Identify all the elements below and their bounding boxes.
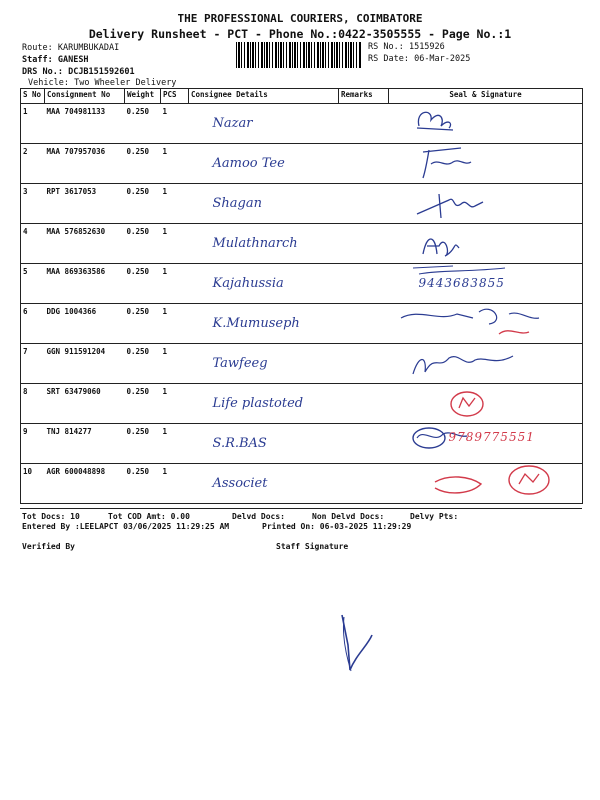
cell-weight: 0.250: [125, 144, 161, 184]
consignee-handwriting: Life plastoted: [212, 396, 304, 411]
cell-consignee: [189, 264, 339, 304]
signature-mark: [409, 184, 599, 222]
cell-signature: [389, 184, 583, 224]
cell-consignment: DDG 1004366: [45, 304, 125, 344]
vehicle-value: Two Wheeler Delivery: [74, 78, 177, 88]
consignee-handwriting: Shagan: [212, 196, 262, 211]
cell-consignment: AGR 600048898: [45, 464, 125, 504]
cell-pcs: 1: [161, 264, 189, 304]
cell-sno: 3: [21, 184, 45, 224]
cell-weight: 0.250: [125, 184, 161, 224]
table-row: [21, 384, 583, 424]
cell-consignment: SRT 63479060: [45, 384, 125, 424]
cell-sno: 9: [21, 424, 45, 464]
staff-value: GANESH: [57, 55, 89, 65]
tot-cod: Tot COD Amt: 0.00: [108, 512, 190, 521]
table-row: [21, 144, 583, 184]
signature-note: 9443683855: [418, 276, 505, 290]
consignee-handwriting: Tawfeeg: [212, 356, 268, 371]
cell-signature: [389, 424, 583, 464]
cell-pcs: 1: [161, 144, 189, 184]
route-label: Route:: [22, 43, 53, 53]
footer-divider: [20, 508, 582, 509]
cell-pcs: 1: [161, 344, 189, 384]
printed-on: Printed On: 06-03-2025 11:29:29: [262, 522, 412, 531]
runsheet-subtitle: Delivery Runsheet - PCT - Phone No.:0422-3505555 - Page No.:1: [88, 27, 512, 41]
signature-note: 9789775551: [448, 430, 535, 444]
cell-signature: [389, 264, 583, 304]
cell-remarks: [339, 264, 389, 304]
signature-mark: [409, 144, 599, 182]
cell-weight: 0.250: [125, 344, 161, 384]
table-row: [21, 304, 583, 344]
table-row: [21, 464, 583, 504]
cell-pcs: 1: [161, 184, 189, 224]
cell-pcs: 1: [161, 104, 189, 144]
cell-remarks: [339, 344, 389, 384]
cell-sno: 4: [21, 224, 45, 264]
cell-consignee: [189, 224, 339, 264]
col-remarks: Remarks: [339, 89, 389, 104]
cell-sno: 1: [21, 104, 45, 144]
cell-consignee: [189, 344, 339, 384]
cell-weight: 0.250: [125, 424, 161, 464]
cell-remarks: [339, 104, 389, 144]
consignee-handwriting: Associet: [212, 476, 268, 491]
cell-consignment: MAA 704981133: [45, 104, 125, 144]
cell-consignment: MAA 707957036: [45, 144, 125, 184]
staff-signature-mark: [320, 605, 380, 680]
cell-consignee: [189, 304, 339, 344]
cell-pcs: 1: [161, 304, 189, 344]
entered-by: Entered By :LEELAPCT 03/06/2025 11:29:25 AM: [22, 522, 230, 531]
table-row: [21, 224, 583, 264]
cell-signature: [389, 384, 583, 424]
signature-mark: [399, 304, 589, 342]
route-value: KARUMBUKADAI: [57, 43, 120, 53]
cell-consignment: MAA 576852630: [45, 224, 125, 264]
consignee-handwriting: Mulathnarch: [212, 236, 298, 251]
signature-mark: [409, 344, 599, 382]
staff-signature-label: Staff Signature: [276, 542, 349, 551]
cell-consignee: [189, 384, 339, 424]
table-row: [21, 104, 583, 144]
cell-weight: 0.250: [125, 104, 161, 144]
drs-label: DRS No.:: [22, 67, 63, 77]
consignee-handwriting: S.R.BAS: [212, 436, 267, 451]
consignee-handwriting: Aamoo Tee: [212, 156, 285, 171]
rs-no-label: RS No.:: [368, 42, 404, 52]
cell-signature: [389, 464, 583, 504]
cell-signature: [389, 144, 583, 184]
cell-sno: 2: [21, 144, 45, 184]
route-line: [22, 43, 119, 53]
cell-consignee: [189, 464, 339, 504]
consignee-handwriting: Nazar: [212, 116, 253, 131]
cell-remarks: [339, 384, 389, 424]
cell-weight: 0.250: [125, 464, 161, 504]
cell-sno: 7: [21, 344, 45, 384]
tot-docs: Tot Docs: 10: [22, 512, 80, 521]
consignee-handwriting: Kajahussia: [212, 276, 284, 291]
rs-date-label: RS Date:: [368, 54, 409, 64]
table-row: [21, 344, 583, 384]
vehicle-line: [28, 78, 176, 88]
cell-sno: 8: [21, 384, 45, 424]
rs-no-value: 1515926: [408, 42, 445, 52]
col-sno: S No: [21, 89, 45, 104]
cell-consignment: TNJ 814277: [45, 424, 125, 464]
delvy-pts: Delvy Pts:: [410, 512, 459, 521]
non-delvd-docs: Non Delvd Docs:: [312, 512, 385, 521]
cell-remarks: [339, 424, 389, 464]
cell-signature: [389, 104, 583, 144]
signature-mark: [409, 384, 599, 422]
cell-sno: 6: [21, 304, 45, 344]
cell-consignee: [189, 424, 339, 464]
cell-signature: [389, 344, 583, 384]
delvd-docs: Delvd Docs:: [232, 512, 285, 521]
cell-pcs: 1: [161, 424, 189, 464]
table-row: [21, 264, 583, 304]
cell-sno: 10: [21, 464, 45, 504]
barcode-image: [236, 42, 362, 68]
cell-pcs: 1: [161, 384, 189, 424]
cell-consignee: [189, 144, 339, 184]
drs-value: DCJB151592601: [68, 67, 135, 77]
col-consignee: Consignee Details: [189, 89, 339, 104]
cell-weight: 0.250: [125, 384, 161, 424]
staff-label: Staff:: [22, 55, 53, 65]
table-header-row: [21, 89, 583, 104]
rs-date-line: [368, 54, 470, 64]
signature-mark: [399, 464, 589, 502]
cell-weight: 0.250: [125, 224, 161, 264]
cell-weight: 0.250: [125, 264, 161, 304]
cell-consignee: [189, 184, 339, 224]
cell-remarks: [339, 304, 389, 344]
col-signature: Seal & Signature: [389, 89, 583, 104]
signature-mark: [409, 224, 599, 262]
cell-weight: 0.250: [125, 304, 161, 344]
table-row: [21, 184, 583, 224]
cell-sno: 5: [21, 264, 45, 304]
cell-signature: [389, 304, 583, 344]
cell-pcs: 1: [161, 224, 189, 264]
cell-remarks: [339, 224, 389, 264]
staff-line: [22, 55, 89, 65]
table-row: [21, 424, 583, 464]
cell-consignment: MAA 869363586: [45, 264, 125, 304]
cell-consignment: GGN 911591204: [45, 344, 125, 384]
cell-remarks: [339, 184, 389, 224]
runsheet-table: [20, 88, 583, 504]
cell-signature: [389, 224, 583, 264]
signature-mark: [409, 104, 599, 142]
cell-pcs: 1: [161, 464, 189, 504]
cell-consignee: [189, 104, 339, 144]
drs-line: [22, 67, 135, 77]
vehicle-label: Vehicle:: [28, 78, 69, 88]
cell-remarks: [339, 144, 389, 184]
cell-remarks: [339, 464, 389, 504]
rs-date-value: 06-Mar-2025: [414, 54, 471, 64]
col-weight: Weight: [125, 89, 161, 104]
cell-consignment: RPT 3617053: [45, 184, 125, 224]
verified-by: Verified By: [22, 542, 75, 551]
company-title: THE PROFESSIONAL COURIERS, COIMBATORE: [177, 12, 423, 25]
consignee-handwriting: K.Mumuseph: [212, 316, 300, 331]
col-pcs: PCS: [161, 89, 189, 104]
col-consignment: Consignment No: [45, 89, 125, 104]
rs-no-line: [368, 42, 445, 52]
